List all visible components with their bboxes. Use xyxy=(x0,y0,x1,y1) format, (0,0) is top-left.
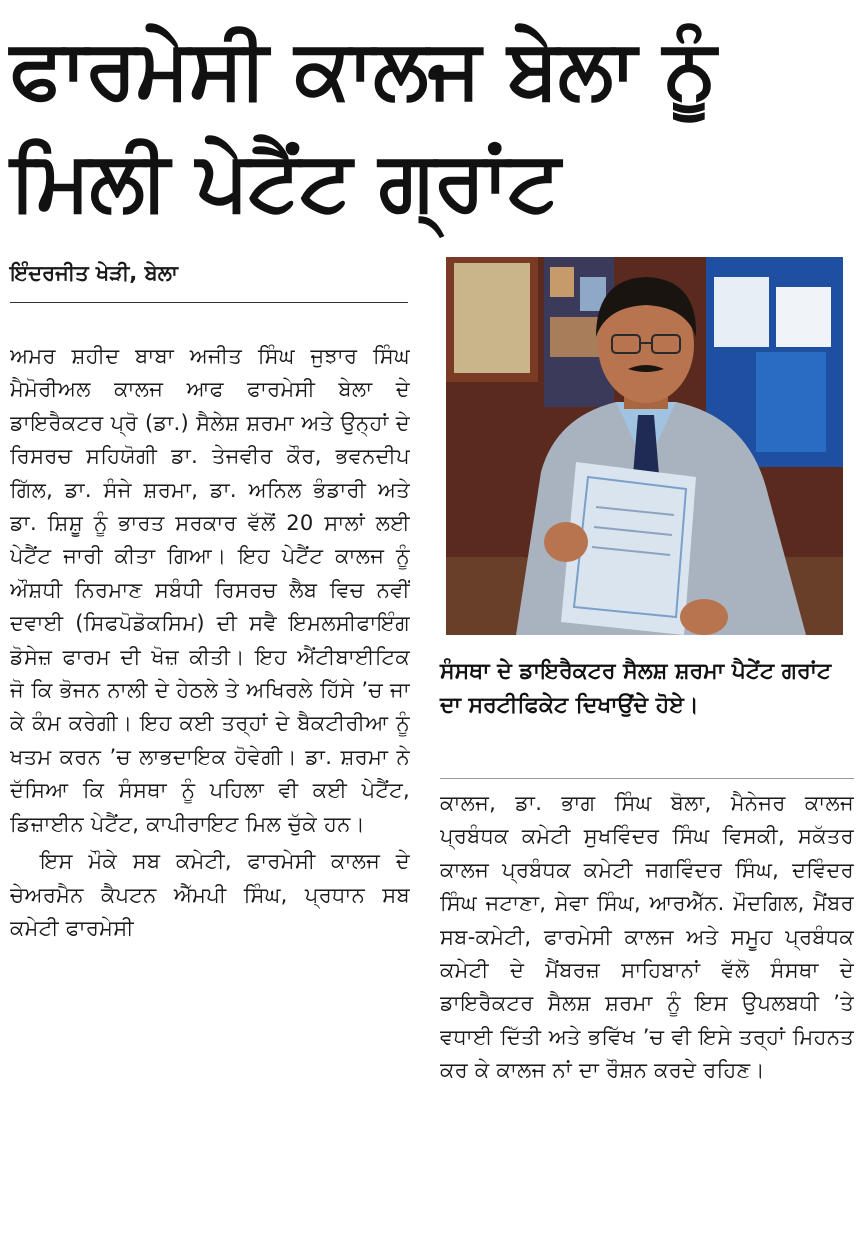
article-paragraph: ਅਮਰ ਸ਼ਹੀਦ ਬਾਬਾ ਅਜੀਤ ਸਿੰਘ ਜੁਝਾਰ ਸਿੰਘ ਮੈਮੋਰੀਅਲ ਕਾਲਜ ਆਫ ਫਾਰਮੇਸੀ ਬੇਲਾ ਦੇ ਡਾਇਰੈਕਟਰ ਪ੍ਰੋ (ਡਾ.) ਸੈਲੇਸ਼ ਸ਼ਰਮਾ ਅਤੇ ਉਨ੍ਹਾਂ ਦੇ ਰਿਸਰਚ ਸਹਿਯੋਗੀ ਡਾ. ਤੇਜਵੀਰ ਕੌਰ, ਭਵਨਦੀਪ ਗਿੱਲ, ਡਾ. ਸੰਜੇ ਸ਼ਰਮਾ, ਡਾ. ਅਨਿਲ ਭੰਡਾਰੀ ਅਤੇ ਡਾ. ਸ਼ਿਸ਼ੂ ਨੂੰ ਭਾਰਤ ਸਰਕਾਰ ਵੱਲੋਂ 20 ਸਾਲਾਂ ਲਈ ਪੇਟੈਂਟ ਜਾਰੀ ਕੀਤਾ ਗਿਆ। ਇਹ ਪੇਟੈਂਟ ਕਾਲਜ ਨੂੰ ਔਸ਼ਧੀ ਨਿਰਮਾਣ ਸਬੰਧੀ ਰਿਸਰਚ ਲੈਬ ਵਿਚ ਨਵੀਂ ਦਵਾਈ (ਸਿਫਪੋਡੋਕਸਿਮ) ਦੀ ਸਵੈ ਇਮਲਸੀਫਾਇੰਗ ਡੋਸੇਜ਼ ਫਾਰਮ ਦੀ ਖੋਜ਼ ਕੀਤੀ। ਇਹ ਐਂਟੀਬਾਈਟਿਕ ਜੋ ਕਿ ਭੋਜਨ ਨਾਲੀ ਦੇ ਹੇਠਲੇ ਤੇ ਅਖਿਰਲੇ ਹਿੱਸੇ ’ਚ ਜਾ ਕੇ ਕੰਮ ਕਰੇਗੀ। ਇਹ ਕਈ ਤਰ੍ਹਾਂ ਦੇ ਬੈਕਟੀਰੀਆ ਨੂੰ ਖਤਮ ਕਰਨ ’ਚ ਲਾਭਦਾਇਕ ਹੋਵੇਗੀ। ਡਾ. ਸ਼ਰਮਾ ਨੇ ਦੱਸਿਆ ਕਿ ਸੰਸਥਾ ਨੂੰ ਪਹਿਲਾ ਵੀ ਕਈ ਪੇਟੈਂਟ, ਡਿਜ਼ਾਈਨ ਪੇਟੈਂਟ, ਕਾਪੀਰਾਇਟ ਮਿਲ ਚੁੱਕੇ ਹਨ। xyxy=(10,344,410,836)
article-paragraph-continued: ਕਾਲਜ, ਡਾ. ਭਾਗ ਸਿੰਘ ਬੋਲਾ, ਮੈਨੇਜਰ ਕਾਲਜ ਪ੍ਰਬੰਧਕ ਕਮੇਟੀ ਸੁਖਵਿੰਦਰ ਸਿੰਘ ਵਿਸਕੀ, ਸਕੱਤਰ ਕਾਲਜ ਪ੍ਰਬੰਧਕ ਕਮੇਟੀ ਜਗਵਿੰਦਰ ਸਿੰਘ, ਦਵਿੰਦਰ ਸਿੰਘ ਜਟਾਣਾ, ਸੇਵਾ ਸਿੰਘ, ਆਰਐੱਨ. ਮੌਦਗਿਲ, ਮੈਂਬਰ ਸਬ-ਕਮੇਟੀ, ਫਾਰਮੇਸੀ ਕਾਲਜ ਅਤੇ ਸਮੂਹ ਪ੍ਰਬੰਧਕ ਕਮੇਟੀ ਦੇ ਮੈਂਬਰਜ਼ ਸਾਹਿਬਾਨਾਂ ਵੱਲੋ ਸੰਸਥਾ ਦੇ ਡਾਇਰੈਕਟਰ ਸੈਲਸ਼ ਸ਼ਰਮਾ ਨੂੰ ਇਸ ਉਪਲਬਧੀ ’ਤੇ ਵਧਾਈ ਦਿੱਤੀ ਅਤੇ ਭਵਿੱਖ ’ਚ ਵੀ ਇਸੇ ਤਰ੍ਹਾਂ ਮਿਹਨਤ ਕਰ ਕੇ ਕਾਲਜ ਨਾਂ ਦਾ ਰੌਸ਼ਨ ਕਰਦੇ ਰਹਿਣ। xyxy=(440,791,854,1083)
photo-hand-right xyxy=(680,599,728,635)
byline: ਇੰਦਰਜੀਤ ਖੇੜੀ, ਬੇਲਾ xyxy=(10,258,408,303)
photo-poster-panel xyxy=(776,287,831,347)
article-photo xyxy=(446,257,843,635)
article-body-right xyxy=(440,787,854,1237)
caption-divider xyxy=(440,778,854,779)
headline: ਫਾਰਮੇਸੀ ਕਾਲਜ ਬੇਲਾ ਨੂੰ ਮਿਲੀ ਪੇਟੈਂਟ ਗ੍ਰਾਂਟ xyxy=(10,22,716,229)
photo-hand-left xyxy=(544,522,588,562)
article-body-left xyxy=(10,340,410,1240)
article-paragraph: ਇਸ ਮੌਕੇ ਸਬ ਕਮੇਟੀ, ਫਾਰਮੇਸੀ ਕਾਲਜ ਦੇ ਚੇਅਰਮੈਨ ਕੈਪਟਨ ਐੱਮਪੀ ਸਿੰਘ, ਪ੍ਰਧਾਨ ਸਬ ਕਮੇਟੀ ਫਾਰਮੇਸੀ xyxy=(10,849,410,940)
photo-frame-inner xyxy=(454,263,530,373)
photo-poster-panel xyxy=(756,352,826,452)
photo-board-item xyxy=(550,267,574,297)
photo-poster-panel xyxy=(714,277,769,347)
photo-caption: ਸੰਸਥਾ ਦੇ ਡਾਇਰੈਕਟਰ ਸੈਲਸ਼ ਸ਼ਰਮਾ ਪੈਟੇਂਟ ਗਰਾਂਟ ਦਾ ਸਰਟੀਫਿਕੇਟ ਦਿਖਾਉਂਦੇ ਹੋਏ। xyxy=(440,659,832,718)
